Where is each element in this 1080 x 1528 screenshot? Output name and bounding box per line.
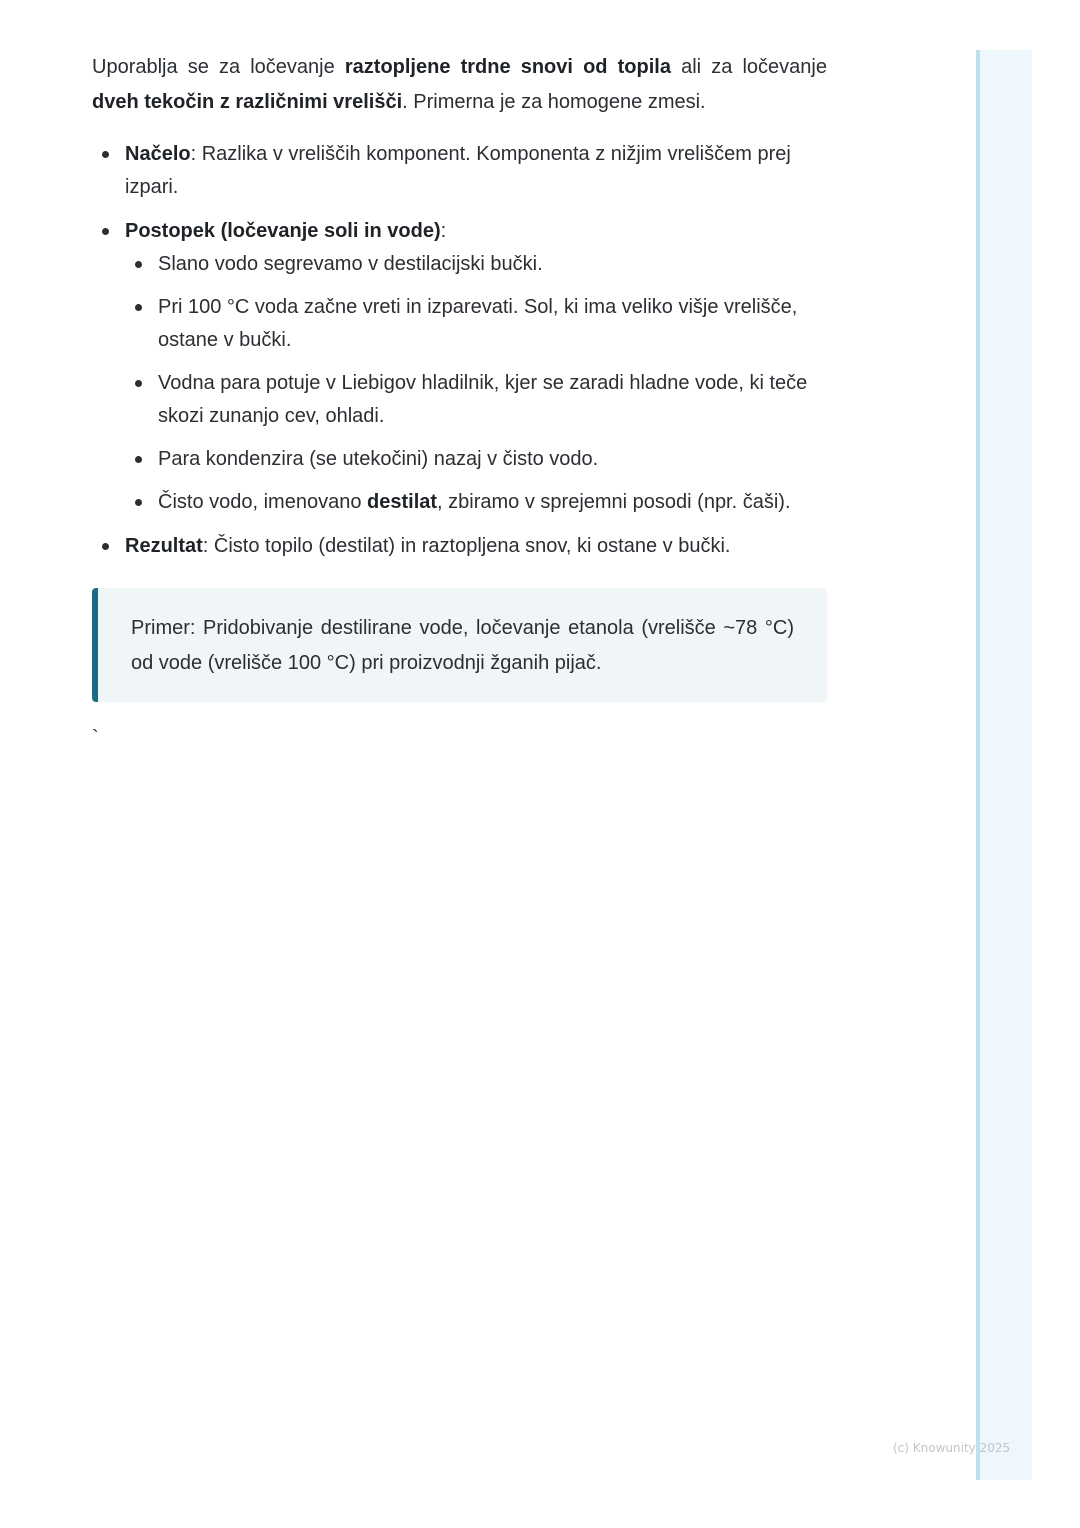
nacelo-label: Načelo — [125, 143, 191, 165]
postopek-steps-list — [125, 248, 827, 519]
step-item-destilat — [125, 486, 827, 519]
step-item: Vodna para potuje v Liebigov hladilnik, kjer se zaradi hladne vode, ki teče skozi zunanjo cev, ohladi. — [125, 367, 827, 433]
bullet-rezultat — [92, 530, 827, 563]
callout-text: Primer: Pridobivanje destilirane vode, ločevanje etanola (vrelišče ~78 °C) od vode (vrelišče 100 °C) pri proizvodnji žganih pijač. — [131, 617, 794, 674]
step-item: Pri 100 °C voda začne vreti in izparevati. Sol, ki ima veliko višje vrelišče, ostane v bučki. — [125, 291, 827, 357]
destilat-term: destilat — [367, 491, 438, 513]
rezultat-text: : Čisto topilo (destilat) in raztopljena snov, ki ostane v bučki. — [202, 535, 731, 557]
bullet-nacelo — [92, 138, 827, 204]
step-text-2: , zbiramo v sprejemni posodi (npr. čaši). — [437, 491, 791, 513]
postopek-label: Postopek (ločevanje soli in vode) — [125, 220, 441, 242]
step-item: Slano vodo segrevamo v destilacijski bučki. — [125, 248, 827, 281]
intro-text-3: . Primerna je za homogene zmesi. — [402, 91, 706, 113]
intro-bold-1: raztopljene trdne snovi od topila — [344, 56, 671, 78]
nacelo-text: : Razlika v vreliščih komponent. Komponenta z nižjim vreliščem prej izpari. — [125, 143, 791, 198]
postopek-colon: : — [440, 220, 447, 242]
copyright-footer: (c) Knowunity 2025 — [893, 1441, 1011, 1455]
intro-paragraph — [92, 50, 827, 120]
rezultat-label: Rezultat — [125, 535, 203, 557]
bullet-postopek — [92, 215, 827, 519]
intro-text-1: Uporablja se za ločevanje — [92, 56, 345, 78]
step-item: Para kondenzira (se utekočini) nazaj v čisto vodo. — [125, 443, 827, 476]
side-strip-edge — [976, 50, 980, 1480]
side-strip — [976, 50, 1032, 1480]
intro-text-2: ali za ločevanje — [670, 56, 827, 78]
main-bullet-list — [92, 138, 827, 563]
intro-bold-2: dveh tekočin z različnimi vrelišči — [92, 91, 403, 113]
step-text-1: Čisto vodo, imenovano — [158, 491, 368, 513]
document-body — [92, 50, 827, 748]
example-callout — [92, 588, 827, 702]
stray-backtick: ` — [92, 727, 99, 749]
